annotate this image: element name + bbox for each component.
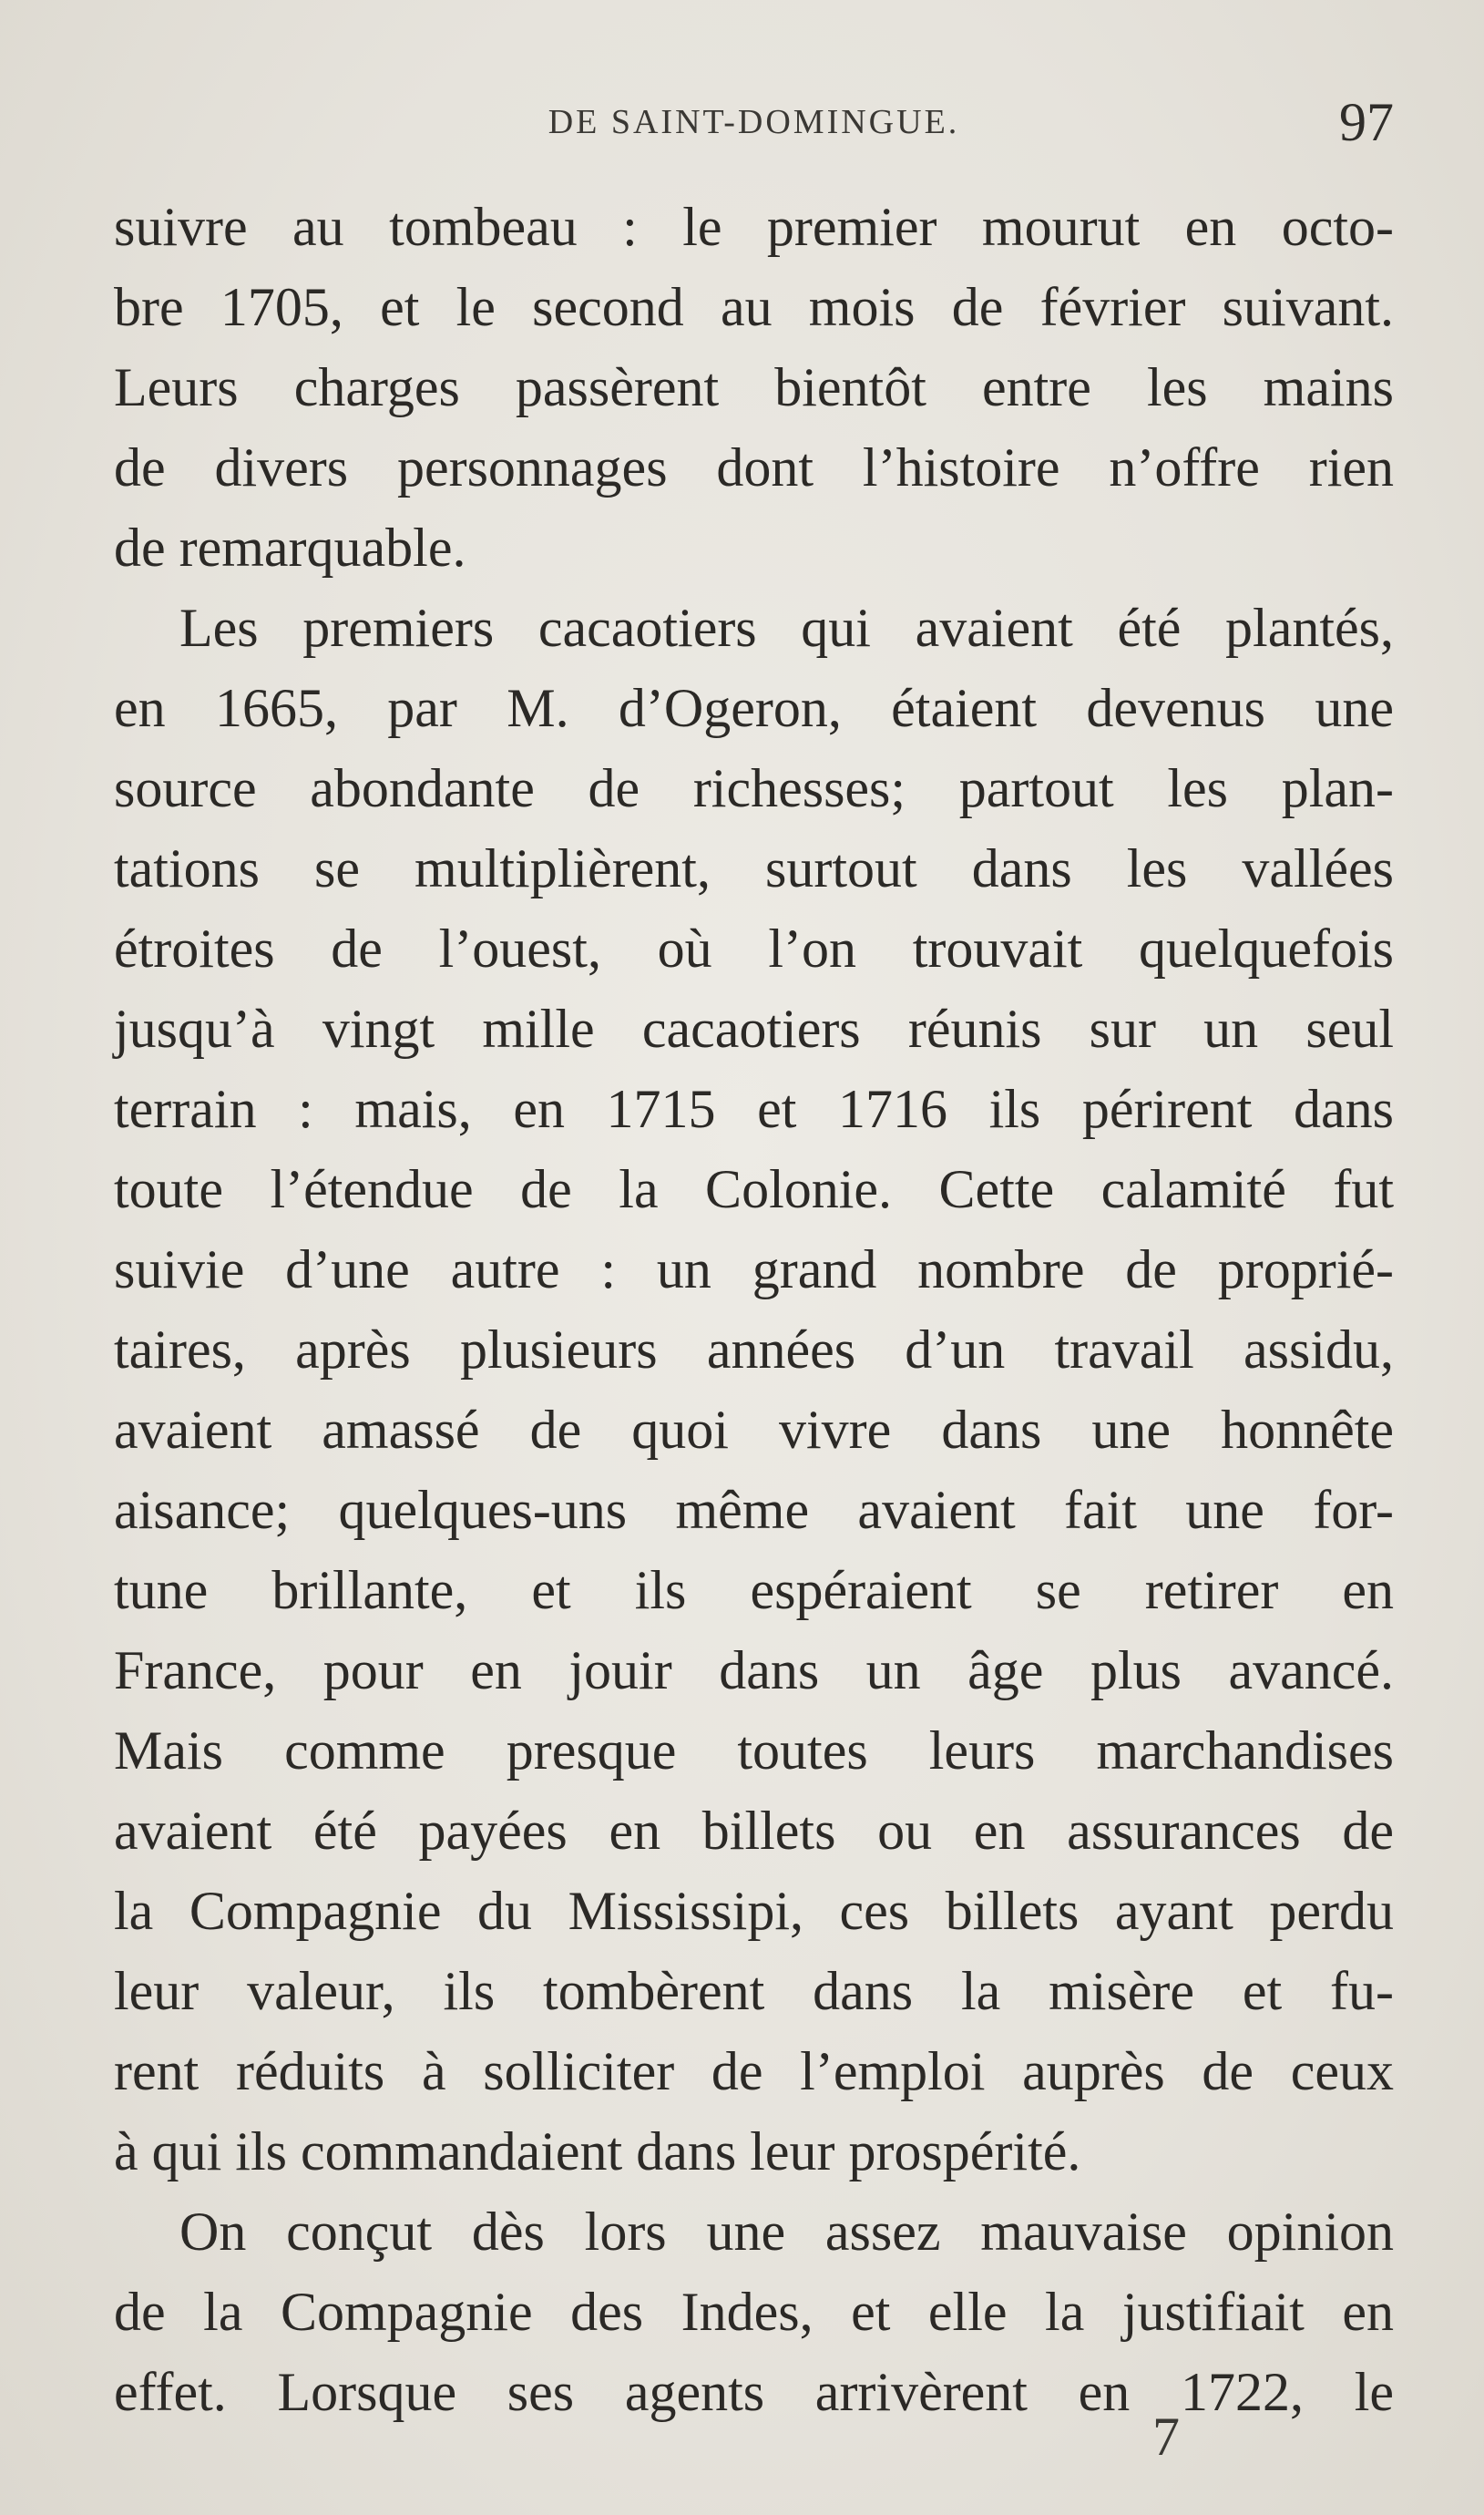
text-line: toute l’étendue de la Colonie. Cette calamité fut xyxy=(114,1159,1394,1219)
text-line: tune brillante, et ils espéraient se retirer en xyxy=(114,1560,1394,1620)
paragraph-1 xyxy=(114,187,1394,588)
text-line: France, pour en jouir dans un âge plus avancé. xyxy=(114,1640,1394,1700)
text-line: suivre au tombeau : le premier mourut en octo- xyxy=(114,197,1394,257)
text-line: leur valeur, ils tombèrent dans la misère et fu- xyxy=(114,1961,1394,2021)
text-line: Mais comme presque toutes leurs marchandises xyxy=(114,1720,1394,1781)
text-line: jusqu’à vingt mille cacaotiers réunis sur un seul xyxy=(114,999,1394,1059)
text-line: avaient amassé de quoi vivre dans une honnête xyxy=(114,1400,1394,1460)
signature-mark: 7 xyxy=(1152,2407,1180,2467)
text-line: source abondante de richesses; partout les plan- xyxy=(114,758,1394,818)
text-line: de divers personnages dont l’histoire n’offre rien xyxy=(114,437,1394,498)
text-line: suivie d’une autre : un grand nombre de proprié- xyxy=(114,1239,1394,1299)
text-line: aisance; quelques-uns même avaient fait une for- xyxy=(114,1480,1394,1540)
paragraph-3 xyxy=(114,2192,1394,2432)
text-line: à qui ils commandaient dans leur prospérité. xyxy=(114,2121,1081,2181)
text-line: effet. Lorsque ses agents arrivèrent en 1722, le xyxy=(114,2362,1394,2422)
text-line: On conçut dès lors une assez mauvaise opinion xyxy=(179,2202,1394,2262)
text-line: de la Compagnie des Indes, et elle la justifiait en xyxy=(114,2282,1394,2342)
paragraph-2 xyxy=(114,588,1394,2192)
text-line: en 1665, par M. d’Ogeron, étaient devenus une xyxy=(114,678,1394,738)
text-line: Les premiers cacaotiers qui avaient été plantés, xyxy=(179,598,1394,658)
text-line: Leurs charges passèrent bientôt entre les mains xyxy=(114,357,1394,417)
text-line: rent réduits à solliciter de l’emploi auprès de ceux xyxy=(114,2041,1394,2101)
page-number: 97 xyxy=(1339,92,1394,152)
text-line: étroites de l’ouest, où l’on trouvait quelquefois xyxy=(114,919,1394,979)
running-head xyxy=(114,91,1394,164)
text-line: bre 1705, et le second au mois de février suivant. xyxy=(114,277,1394,337)
text-line: terrain : mais, en 1715 et 1716 ils périrent dans xyxy=(114,1079,1394,1139)
text-line: avaient été payées en billets ou en assurances de xyxy=(114,1801,1394,1861)
text-line: la Compagnie du Mississipi, ces billets ayant perdu xyxy=(114,1881,1394,1941)
text-line: de remarquable. xyxy=(114,518,466,578)
text-line: tations se multiplièrent, surtout dans les vallées xyxy=(114,838,1394,898)
body-text xyxy=(114,187,1394,2432)
text-line: taires, après plusieurs années d’un travail assidu, xyxy=(114,1319,1394,1380)
running-title: DE SAINT-DOMINGUE. xyxy=(548,103,960,141)
